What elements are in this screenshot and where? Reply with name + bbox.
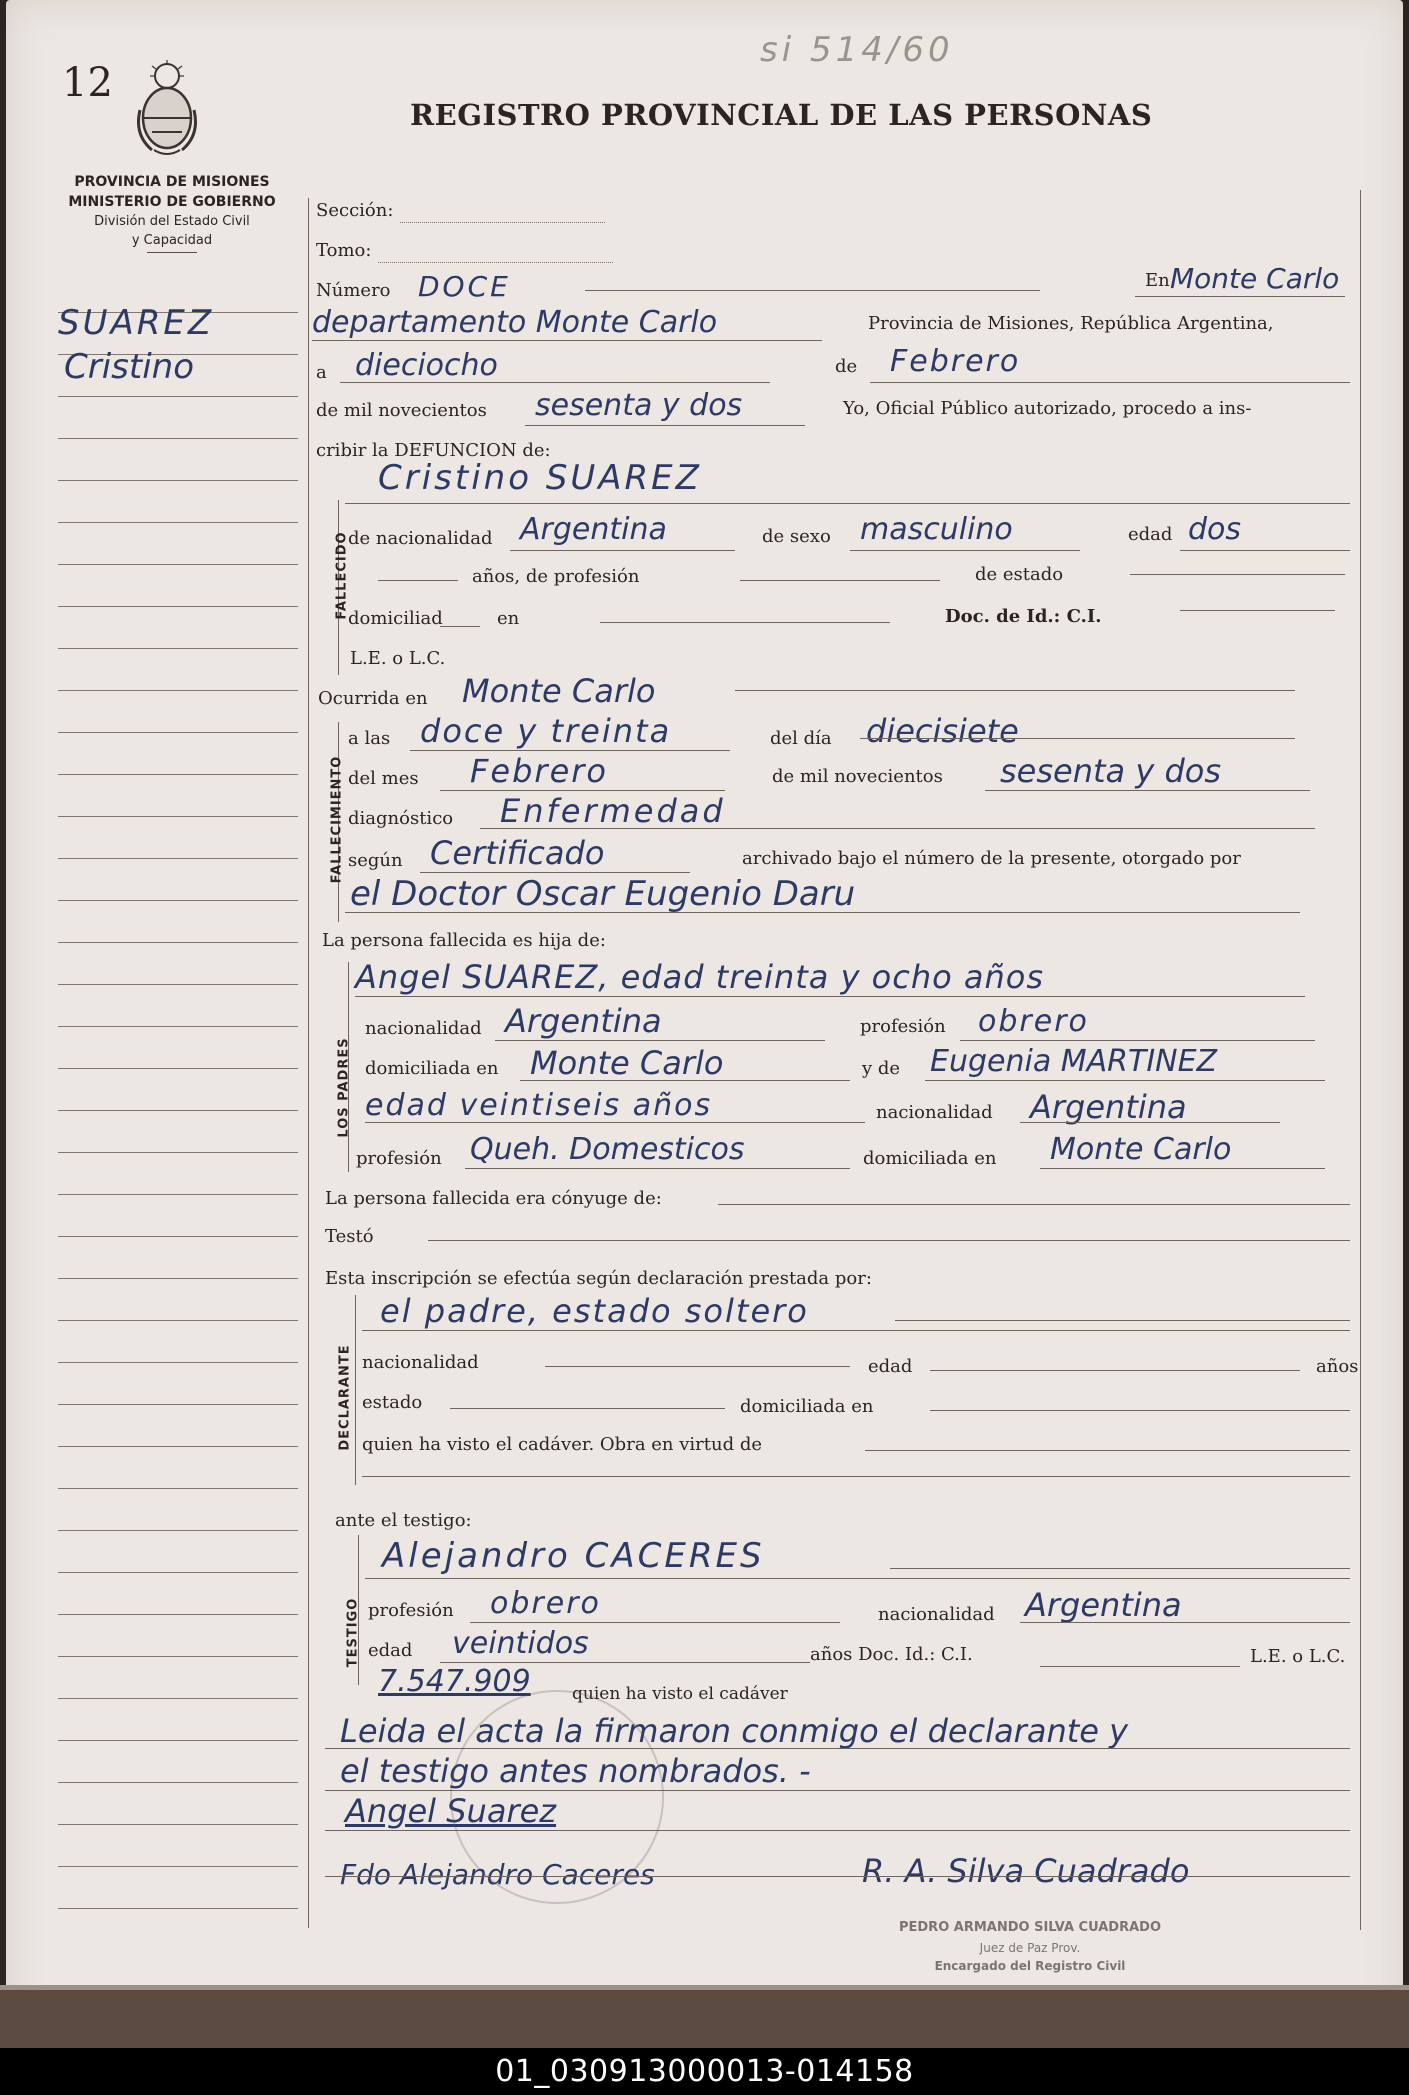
fallecido-side-label: FALLECIDO (334, 531, 350, 620)
page-number: 12 (62, 60, 113, 106)
declarante-domicilio-label: domiciliada en (740, 1396, 874, 1417)
margin-rule-line (58, 522, 298, 523)
margin-rule-line (58, 1068, 298, 1069)
madre-profesion-label: profesión (356, 1148, 442, 1169)
fallecido-sexo-label: de sexo (762, 526, 831, 547)
margin-rule-line (58, 1656, 298, 1657)
hora-label: a las (348, 728, 391, 749)
margin-rule-line (58, 1110, 298, 1111)
margin-rule-line (58, 648, 298, 649)
form-right-border (1360, 190, 1361, 1930)
margin-rule-line (58, 1824, 298, 1825)
madre-nacionalidad: Argentina (1030, 1088, 1187, 1126)
margin-rule-line (58, 1320, 298, 1321)
padre-domicilio: Monte Carlo (530, 1044, 724, 1082)
declarante-edad-label: edad (868, 1356, 913, 1377)
issuer-block (52, 172, 292, 253)
diagnostico-value: Enfermedad (500, 792, 726, 830)
firma-oficial: R. A. Silva Cuadrado (862, 1852, 1190, 1890)
testigo-edad: veintidos (452, 1626, 589, 1661)
fallecido-edad: dos (1188, 512, 1242, 547)
margin-rule-line (58, 1908, 298, 1909)
margin-rule-line (58, 1698, 298, 1699)
fallecido-nacionalidad: Argentina (520, 512, 667, 547)
firma-testigo: Fdo Alejandro Caceres (340, 1858, 655, 1891)
madre-domicilio-label: domiciliada en (863, 1148, 997, 1169)
numero-value: DOCE (418, 270, 511, 303)
padre-domicilio-label: domiciliada en (365, 1058, 499, 1079)
provincia-label: Provincia de Misiones, República Argentina, (868, 313, 1274, 334)
hora-value: doce y treinta (420, 712, 672, 750)
testigo-nacionalidad-label: nacionalidad (878, 1604, 995, 1625)
testigo-cadaver-label: quien ha visto el cadáver (572, 1684, 788, 1704)
declarante-side-label: DECLARANTE (337, 1344, 353, 1451)
margin-given-name: Cristino (64, 347, 195, 387)
declarante-estado-label: estado (362, 1392, 423, 1413)
seal-name: PEDRO ARMANDO SILVA CUADRADO (898, 1920, 1162, 1935)
margin-rule-line (58, 1740, 298, 1741)
margin-rule-line (58, 690, 298, 691)
issuer-division: División del Estado Civil (94, 214, 250, 229)
margin-rule-line (58, 1404, 298, 1405)
dia-value: diecisiete (866, 712, 1019, 750)
margin-rule-line (58, 1488, 298, 1489)
madre-profesion: Queh. Domesticos (470, 1132, 745, 1167)
a-label: a (316, 362, 327, 383)
testigo-doc-label: años Doc. Id.: C.I. (810, 1644, 973, 1665)
fallecido-nombre: Cristino SUAREZ (378, 458, 702, 498)
margin-rule-line (58, 1446, 298, 1447)
dia-registro: dieciocho (355, 348, 498, 383)
yo-label: Yo, Oficial Público autorizado, procedo a ins- (843, 398, 1252, 419)
seal-text (860, 1920, 1200, 1973)
margin-rule-line (58, 1236, 298, 1237)
diagnostico-label: diagnóstico (348, 808, 454, 829)
page-title: REGISTRO PROVINCIAL DE LAS PERSONAS (410, 98, 1153, 132)
madre-nacionalidad-label: nacionalidad (876, 1102, 993, 1123)
padre-nacionalidad-label: nacionalidad (365, 1018, 482, 1039)
margin-rule-line (58, 1278, 298, 1279)
testigo-profesion-label: profesión (368, 1600, 454, 1621)
fallecido-anos-label: años, de profesión (472, 566, 640, 587)
issuer-province: PROVINCIA DE MISIONES (74, 174, 270, 190)
padres-side-label: LOS PADRES (336, 1037, 352, 1138)
declarante-anos-label: años (1316, 1356, 1359, 1377)
numero-label: Número (316, 280, 391, 301)
y-de-label: y de (862, 1058, 901, 1079)
fallecido-en-label: en (497, 608, 520, 629)
fallecido-le-label: L.E. o L.C. (350, 648, 446, 669)
en-label: En (1145, 270, 1170, 291)
fallecimiento-mil-label: de mil novecientos (772, 766, 943, 787)
archivado-label: archivado bajo el número de la presente, otorgado por (742, 848, 1241, 869)
margin-rule-line (58, 1530, 298, 1531)
madre-edad: edad veintiseis años (365, 1088, 713, 1123)
declarante-nombre: el padre, estado soltero (380, 1292, 809, 1330)
margin-rule-line (58, 1866, 298, 1867)
mil-label: de mil novecientos (316, 400, 487, 421)
hija-label: La persona fallecida es hija de: (322, 930, 606, 951)
testigo-nacionalidad: Argentina (1025, 1586, 1182, 1624)
mes-label: del mes (348, 768, 419, 789)
fallecido-edad-label: edad (1128, 524, 1173, 545)
fallecido-nacionalidad-label: de nacionalidad (348, 528, 493, 549)
inscripcion-label: Esta inscripción se efectúa según declaración prestada por: (325, 1268, 872, 1289)
margin-rule-line (58, 564, 298, 565)
tomo-label: Tomo: (316, 240, 372, 261)
form-left-border (308, 198, 309, 1928)
seal-role: Juez de Paz Prov. (979, 1941, 1081, 1955)
conyuge-label: La persona fallecida era cónyuge de: (325, 1188, 662, 1209)
margin-rule-line (58, 1572, 298, 1573)
margin-rule-line (58, 900, 298, 901)
margin-rule-line (58, 984, 298, 985)
testo-label: Testó (325, 1226, 374, 1247)
dia-label: del día (770, 728, 832, 749)
fallecimiento-side-label: FALLECIMIENTO (329, 755, 345, 884)
seccion-label: Sección: (316, 200, 394, 221)
testigo-documento: 7.547.909 (378, 1664, 531, 1699)
margin-rule-line (58, 732, 298, 733)
cierre-linea-1: Leida el acta la firmaron conmigo el declarante y (340, 1712, 1129, 1750)
margin-rule-line (58, 816, 298, 817)
en-value: Monte Carlo (1170, 262, 1340, 295)
margin-surname: SUAREZ (58, 303, 215, 343)
margin-rule-line (58, 1782, 298, 1783)
margin-rule-line (58, 480, 298, 481)
official-stamp (450, 1690, 664, 1904)
madre-nombre: Eugenia MARTINEZ (930, 1044, 1218, 1079)
padre-nacionalidad: Argentina (505, 1002, 662, 1040)
doctor-value: el Doctor Oscar Eugenio Daru (350, 874, 856, 914)
padre-nombre: Angel SUAREZ, edad treinta y ocho años (355, 958, 1045, 996)
ocurrida-label: Ocurrida en (318, 688, 428, 709)
mes-value: Febrero (470, 752, 608, 790)
inscribir-label: cribir la DEFUNCION de: (316, 440, 551, 461)
margin-rule-line (58, 774, 298, 775)
de-label: de (835, 356, 858, 377)
testigo-edad-label: edad (368, 1640, 413, 1661)
book-binding (0, 1990, 1409, 2048)
ocurrida-value: Monte Carlo (462, 672, 656, 710)
segun-value: Certificado (430, 834, 605, 872)
madre-domicilio: Monte Carlo (1050, 1132, 1232, 1167)
margin-rule-line (58, 1152, 298, 1153)
margin-rule-line (58, 606, 298, 607)
declarante-cadaver-label: quien ha visto el cadáver. Obra en virtud de (362, 1434, 763, 1455)
image-id-footer: 01_030913000013-014158 (0, 2048, 1409, 2095)
margin-rule-line (58, 1194, 298, 1195)
firma-declarante: Angel Suarez (345, 1792, 557, 1830)
testigo-nombre: Alejandro CACERES (382, 1536, 765, 1576)
fallecido-domicilio-label: domiciliad (348, 608, 443, 629)
declarante-nacionalidad-label: nacionalidad (362, 1352, 479, 1373)
segun-label: según (348, 850, 403, 871)
margin-rule-line (58, 1614, 298, 1615)
top-note: si 514/60 (760, 30, 954, 70)
margin-rule-line (58, 942, 298, 943)
testigo-side-label: TESTIGO (345, 1597, 361, 1668)
testigo-profesion: obrero (490, 1586, 601, 1621)
cierre-linea-2: el testigo antes nombrados. - (340, 1752, 811, 1790)
padre-profesion: obrero (978, 1004, 1089, 1039)
departamento-value: departamento Monte Carlo (312, 305, 718, 340)
mes-registro: Febrero (890, 344, 1021, 379)
testigo-le-label: L.E. o L.C. (1250, 1646, 1346, 1667)
margin-rule-line (58, 1026, 298, 1027)
anio-registro: sesenta y dos (535, 388, 743, 423)
margin-rule-line (58, 1362, 298, 1363)
seal-registry: Encargado del Registro Civil (934, 1959, 1126, 1973)
fallecido-sexo: masculino (860, 512, 1013, 547)
issuer-ministry: MINISTERIO DE GOBIERNO (68, 194, 276, 210)
coat-of-arms-icon (132, 60, 202, 160)
padre-profesion-label: profesión (860, 1016, 946, 1037)
fallecimiento-anio: sesenta y dos (1000, 752, 1221, 790)
margin-rule-line (58, 438, 298, 439)
margin-rule-line (58, 858, 298, 859)
fallecido-doc-label: Doc. de Id.: C.I. (945, 606, 1102, 627)
margin-rule-line (58, 396, 298, 397)
issuer-capacity: y Capacidad (131, 233, 213, 248)
fallecido-estado-label: de estado (975, 564, 1064, 585)
ante-testigo-label: ante el testigo: (335, 1510, 472, 1531)
